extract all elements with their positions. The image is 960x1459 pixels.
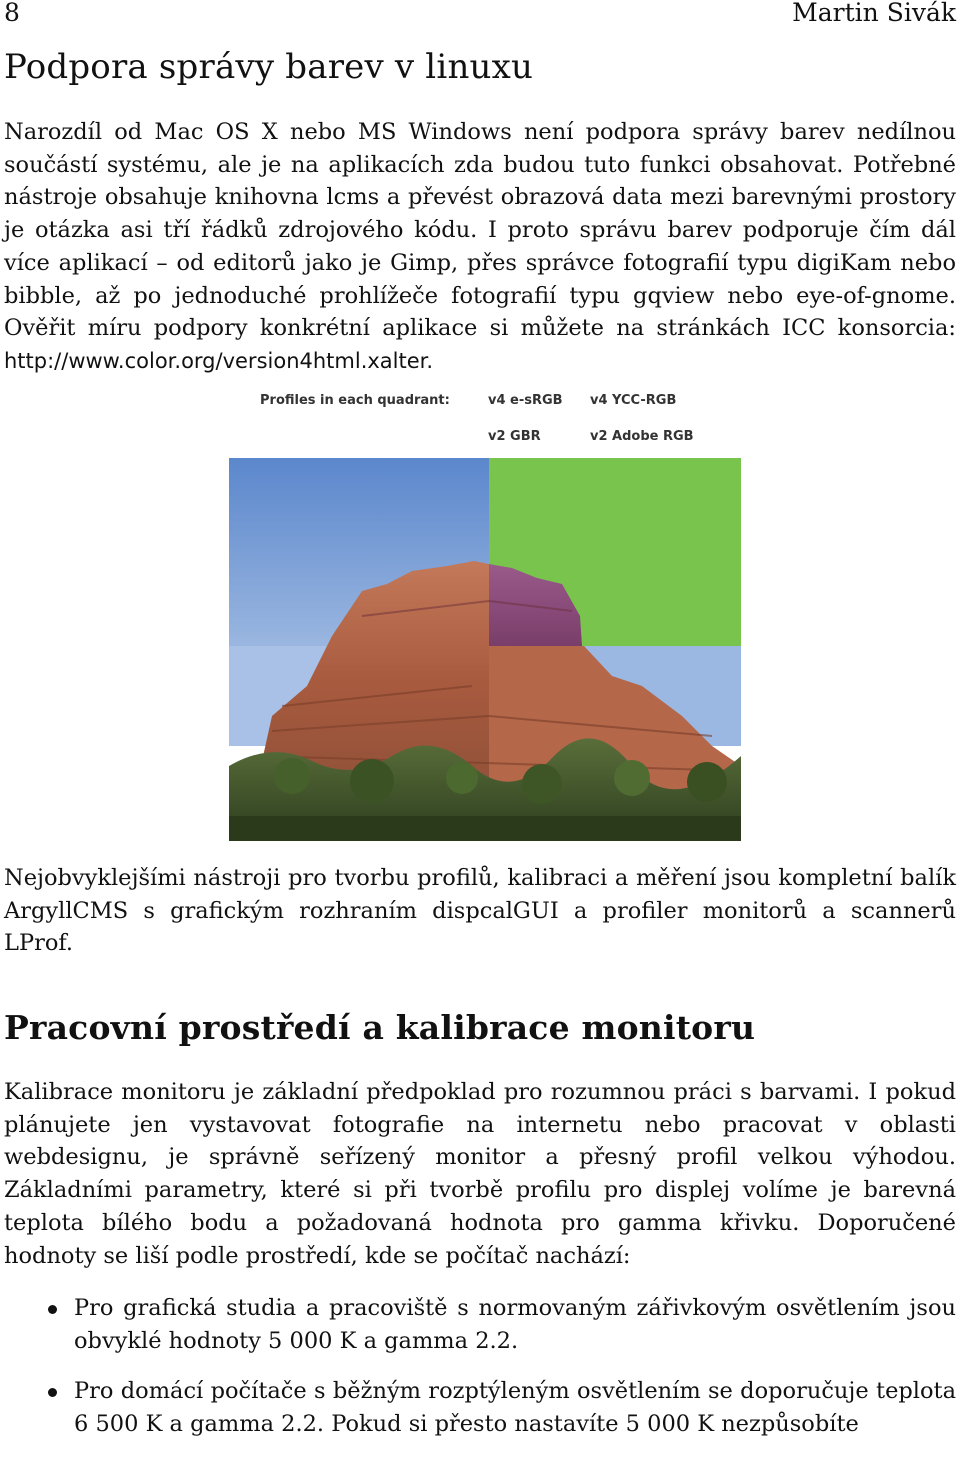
running-head-author: Martin Sivák	[792, 0, 956, 27]
list-item	[4, 1375, 956, 1440]
intro-paragraph	[4, 116, 956, 378]
list-item	[4, 1292, 956, 1357]
intro-text: Narozdíl od Mac OS X nebo MS Windows není podpora správy barev nedílnou součástí systému, ale je na aplikacích zda budou tuto funkci obsahovat. Potřebné nástroje obsahuje knihovna lcms a převést obrazová data mezi barevnými prostory je otázka asi tří řádků zdrojového kódu. I proto správu barev podporuje čím dál více aplikací – od editorů jako je Gimp, přes správce fotografií typu digiKam nebo bibble, až po jednoduché prohlížeče fotografií typu gqview nebo eye-of-gnome. Ověřit míru podpory konkrétní aplikace si můžete na stránkách ICC konsorcia:	[4, 119, 956, 342]
quadrant-label-1: v4 e-sRGB	[488, 393, 563, 408]
quadrant-photo	[212, 386, 741, 848]
page-number: 8	[4, 0, 20, 27]
profile-quadrant-figure	[212, 386, 741, 848]
bullet-icon	[48, 1305, 57, 1314]
icc-link[interactable]: http://www.color.org/version4html.xalter.	[4, 348, 434, 373]
tools-paragraph: Nejobvyklejšími nástroji pro tvorbu profilů, kalibraci a měření jsou kompletní balík ArgyllCMS s grafickým rozhraním dispcalGUI a profiler monitorů a scannerů LProf.	[4, 865, 956, 957]
list-item-text: Pro domácí počítače s běžným rozptýleným osvětlením se doporučuje teplota 6 500 K a gamma 2.2. Pokud si přesto nastavíte 5 000 K nezpůsobíte	[74, 1378, 956, 1438]
quadrant-label-4: v2 Adobe RGB	[590, 429, 694, 444]
section-title: Podpora správy barev v linuxu	[4, 47, 534, 87]
calibration-paragraph: Kalibrace monitoru je základní předpoklad pro rozumnou práci s barvami. I pokud plánujete jen vystavovat fotografie na internetu nebo pracovat v oblasti webdesignu, je správně seřízený monitor a přesný profil velkou výhodou. Základními parametry, které si při tvorbě profilu pro displej volíme je barevná teplota bílého bodu a požadovaná hodnota pro gamma křivku. Doporučené hodnoty se liší podle prostředí, kde se počítač nachází:	[4, 1079, 956, 1269]
bullet-icon	[48, 1388, 57, 1397]
list-item-text: Pro grafická studia a pracoviště s normovaným zářivkovým osvětlením jsou obvyklé hodnoty 5 000 K a gamma 2.2.	[74, 1295, 956, 1354]
section-title-calibration: Pracovní prostředí a kalibrace monitoru	[4, 1008, 756, 1047]
quadrant-label-2: v4 YCC-RGB	[590, 393, 677, 408]
quadrant-label-3: v2 GBR	[488, 429, 541, 444]
recommendations-list	[4, 1292, 956, 1459]
figure-caption-prefix: Profiles in each quadrant:	[260, 393, 450, 408]
